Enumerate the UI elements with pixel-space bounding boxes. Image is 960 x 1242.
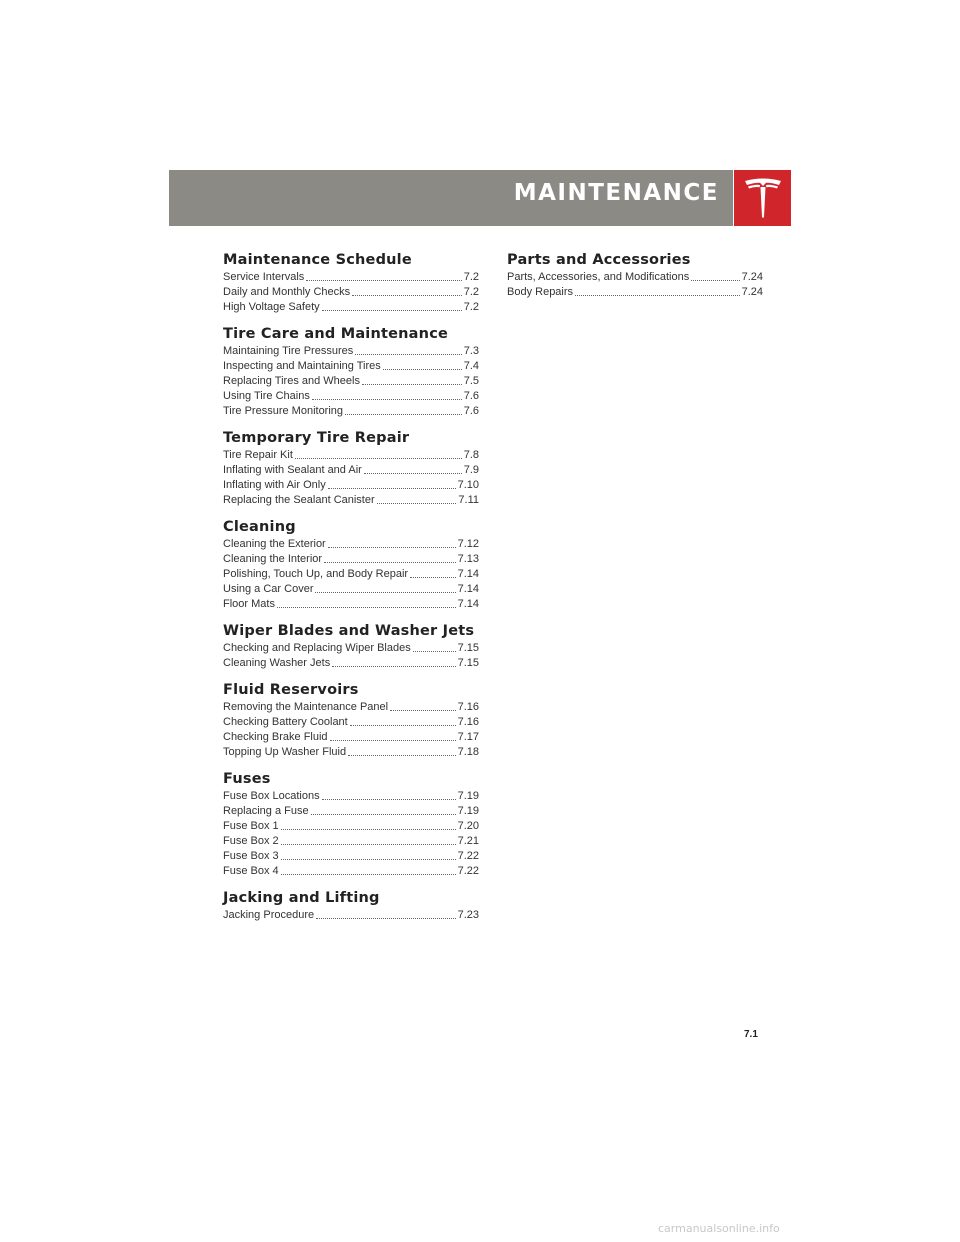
dot-leader [316,910,455,919]
toc-entry-label: Service Intervals [223,271,305,283]
toc-entry[interactable] [223,537,479,552]
toc-entry[interactable] [223,864,479,879]
dot-leader [306,272,461,281]
toc-entry-label: Tire Pressure Monitoring [223,405,344,417]
toc-entry-page: 7.22 [457,850,479,862]
toc-entry-label: Cleaning the Exterior [223,538,326,550]
toc-section-title: Fluid Reservoirs [223,682,359,698]
toc-section [223,771,479,879]
toc-entry-label: Inspecting and Maintaining Tires [223,360,381,372]
dot-leader [281,821,456,830]
toc-section-title: Tire Care and Maintenance [223,326,449,342]
toc-entry-page: 7.4 [463,360,479,372]
dot-leader [315,584,455,593]
toc-entry-label: Polishing, Touch Up, and Body Repair [223,568,409,580]
toc-entry-label: Topping Up Washer Fluid [223,746,347,758]
toc-section-title: Temporary Tire Repair [223,430,410,446]
toc-entry-page: 7.2 [463,286,479,298]
toc-entry-page: 7.16 [457,701,479,713]
toc-entry[interactable] [223,715,479,730]
toc-entry-page: 7.22 [457,865,479,877]
dot-leader [277,599,456,608]
toc-section-title: Wiper Blades and Washer Jets [223,623,475,639]
toc-entry[interactable] [223,478,479,493]
dot-leader [691,272,739,281]
dot-leader [312,391,462,400]
dot-leader [383,361,462,370]
toc-entry-label: Inflating with Air Only [223,479,326,491]
toc-entry[interactable] [223,270,479,285]
toc-entry[interactable] [223,641,479,656]
toc-entry-page: 7.10 [457,479,479,491]
dot-leader [350,717,456,726]
section-header-bar [169,170,733,226]
toc-entry-page: 7.23 [457,909,479,921]
toc-section [223,252,479,315]
toc-entry[interactable] [223,552,479,567]
toc-entry-label: Replacing a Fuse [223,805,309,817]
toc-entry-page: 7.21 [457,835,479,847]
toc-entry-label: Replacing Tires and Wheels [223,375,360,387]
dot-leader [322,302,462,311]
dot-leader [281,836,456,845]
dot-leader [364,465,462,474]
toc-entry-page: 7.15 [457,657,479,669]
toc-section [507,252,763,300]
dot-leader [390,702,455,711]
toc-section-title: Cleaning [223,519,296,535]
dot-leader [355,346,461,355]
toc-entry-page: 7.14 [457,568,479,580]
toc-entry-page: 7.9 [463,464,479,476]
dot-leader [295,450,462,459]
toc-entry-label: Fuse Box 3 [223,850,279,862]
toc-entry-page: 7.19 [457,790,479,802]
tesla-logo-icon [743,177,783,219]
toc-entry-label: Replacing the Sealant Canister [223,494,375,506]
toc-entry[interactable] [223,285,479,300]
toc-entry-label: High Voltage Safety [223,301,320,313]
toc-entry-page: 7.17 [457,731,479,743]
toc-section-title: Parts and Accessories [507,252,691,268]
toc-entry[interactable] [223,597,479,612]
watermark: carmanualsonline.info [658,1222,780,1235]
toc-entry-page: 7.11 [458,494,479,506]
toc-entry-label: Fuse Box 2 [223,835,279,847]
toc-entry-page: 7.2 [463,301,479,313]
toc-section-title: Jacking and Lifting [223,890,380,906]
toc-entry-label: Tire Repair Kit [223,449,293,461]
toc-entry-label: Using a Car Cover [223,583,314,595]
toc-entry[interactable] [223,849,479,864]
toc-entry-label: Jacking Procedure [223,909,315,921]
dot-leader [575,287,740,296]
toc-entry-label: Checking and Replacing Wiper Blades [223,642,411,654]
dot-leader [345,406,462,415]
logo-box [734,170,791,226]
dot-leader [348,747,455,756]
toc-section [223,682,479,760]
toc-entry[interactable] [223,493,479,508]
dot-leader [281,866,456,875]
toc-entry-page: 7.13 [457,553,479,565]
toc-entry-label: Fuse Box 4 [223,865,279,877]
toc-entry[interactable] [223,567,479,582]
toc-entry-page: 7.14 [457,583,479,595]
dot-leader [413,643,456,652]
toc-entry-label: Fuse Box 1 [223,820,279,832]
toc-entry[interactable] [223,404,479,419]
toc-entry-page: 7.8 [463,449,479,461]
toc-left-column [223,252,479,934]
toc-entry-page: 7.14 [457,598,479,610]
toc-section [223,623,479,671]
toc-entry-label: Floor Mats [223,598,275,610]
toc-entry-label: Maintaining Tire Pressures [223,345,354,357]
toc-entry-page: 7.24 [741,286,763,298]
page-number: 7.1 [744,1029,758,1040]
toc-section [223,326,479,419]
toc-entry-label: Parts, Accessories, and Modifications [507,271,690,283]
toc-entry[interactable] [223,359,479,374]
toc-section [223,430,479,508]
toc-entry-page: 7.19 [457,805,479,817]
toc-entry[interactable] [223,448,479,463]
dot-leader [377,495,457,504]
toc-entry-label: Cleaning the Interior [223,553,323,565]
toc-entry[interactable] [223,730,479,745]
dot-leader [311,806,456,815]
toc-entry[interactable] [223,834,479,849]
toc-section-title: Fuses [223,771,271,787]
toc-entry[interactable] [223,908,479,923]
toc-entry[interactable] [223,374,479,389]
toc-entry-page: 7.15 [457,642,479,654]
toc-entry[interactable] [223,745,479,760]
toc-entry-label: Checking Brake Fluid [223,731,328,743]
toc-entry[interactable] [223,463,479,478]
dot-leader [362,376,462,385]
dot-leader [330,732,456,741]
toc-entry[interactable] [223,819,479,834]
toc-entry-label: Checking Battery Coolant [223,716,348,728]
toc-entry-label: Inflating with Sealant and Air [223,464,362,476]
dot-leader [410,569,456,578]
toc-right-column [507,252,763,311]
toc-entry-page: 7.2 [463,271,479,283]
toc-section [223,890,479,923]
toc-entry[interactable] [223,582,479,597]
toc-entry-page: 7.24 [741,271,763,283]
dot-leader [332,658,455,667]
toc-entry-page: 7.3 [463,345,479,357]
toc-entry[interactable] [223,700,479,715]
toc-entry[interactable] [223,789,479,804]
toc-entry[interactable] [223,344,479,359]
toc-entry-label: Using Tire Chains [223,390,310,402]
toc-entry[interactable] [223,804,479,819]
toc-entry-page: 7.20 [457,820,479,832]
toc-entry[interactable] [223,656,479,671]
toc-entry-label: Fuse Box Locations [223,790,320,802]
toc-section [223,519,479,612]
dot-leader [328,539,456,548]
dot-leader [352,287,462,296]
toc-entry-page: 7.18 [457,746,479,758]
dot-leader [328,480,456,489]
dot-leader [324,554,456,563]
section-title: MAINTENANCE [513,180,719,206]
toc-entry[interactable] [223,389,479,404]
dot-leader [322,791,456,800]
toc-entry-page: 7.6 [463,390,479,402]
toc-section-title: Maintenance Schedule [223,252,412,268]
toc-entry-page: 7.6 [463,405,479,417]
toc-entry-page: 7.5 [463,375,479,387]
toc-entry-page: 7.16 [457,716,479,728]
toc-entry[interactable] [223,300,479,315]
toc-entry-label: Removing the Maintenance Panel [223,701,389,713]
toc-entry[interactable] [507,285,763,300]
toc-entry-page: 7.12 [457,538,479,550]
toc-entry[interactable] [507,270,763,285]
toc-entry-label: Daily and Monthly Checks [223,286,351,298]
toc-entry-label: Cleaning Washer Jets [223,657,331,669]
toc-entry-label: Body Repairs [507,286,574,298]
dot-leader [281,851,456,860]
